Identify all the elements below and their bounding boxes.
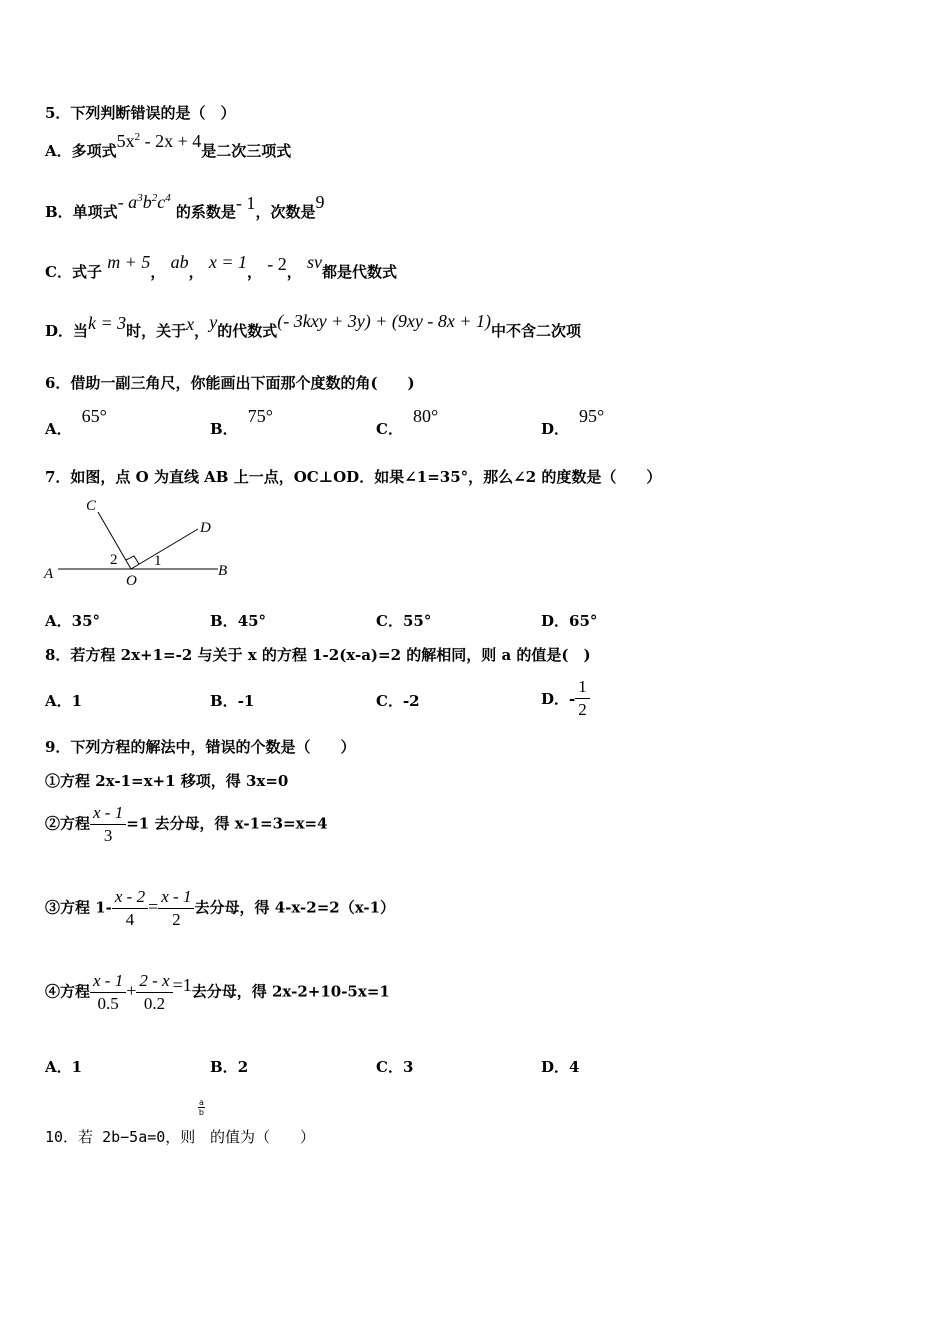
q6-option-b: B．75° <box>210 406 273 438</box>
q8-stem: 8．若方程 2x+1=-2 与关于 x 的方程 1-2(x-a)=2 的解相同，则 a 的值是( ) <box>45 646 591 664</box>
q5-b-tail: ，次数是 <box>255 203 316 221</box>
q9-option-c: C．3 <box>376 1058 414 1076</box>
q9-item-1: ①方程 2x-1=x+1 移项，得 3x=0 <box>45 772 289 790</box>
q6-option-d: D．95° <box>541 406 605 438</box>
q5-option-a <box>45 131 292 161</box>
q5-b-degree: 9 <box>315 192 325 212</box>
q9-item-4: ④方程 $\frac{x - 1}{0.5}$ + $\frac{2 - x}{0.2}$ =1去分母，得 2x-2+10-5x=1 <box>45 971 390 1013</box>
q5-d-tail: 中不含二次项 <box>491 322 582 340</box>
q9-item2-fraction: $\frac{x - 1}{3}$ <box>90 802 126 847</box>
q5-b-label: B．单项式 <box>45 203 118 221</box>
q7-angle-figure <box>40 492 240 592</box>
q9-item4-fraction-2: $\frac{2 - x}{0.2}$ <box>136 970 172 1015</box>
label-d: D <box>200 520 211 536</box>
q5-c-e1: m + 5 <box>107 252 151 272</box>
q5-c-tail: 都是代数式 <box>321 263 397 281</box>
q9-item3-fraction-1: $\frac{x - 2}{4}$ <box>112 886 148 931</box>
ray-od <box>131 529 198 569</box>
q8-option-d: D．- $\frac{1}{2}$ <box>541 676 590 721</box>
q5-d-label: D．当 <box>45 322 89 340</box>
q9-item3-fraction-2: $\frac{x - 1}{2}$ <box>158 886 194 931</box>
label-b: B <box>218 563 228 579</box>
q9-item4-fraction-1: $\frac{x - 1}{0.5}$ <box>90 970 126 1015</box>
q5-c-e3: x = 1 <box>208 252 247 272</box>
q6-option-c: C．80° <box>376 406 439 438</box>
q5-stem: 5．下列判断错误的是（ ） <box>45 104 236 122</box>
q6-stem: 6．借助一副三角尺，你能画出下面那个度数的角( ) <box>45 374 415 392</box>
q7-option-c: C．55° <box>376 612 432 630</box>
q5-option-b <box>45 192 325 222</box>
q7-stem: 7．如图，点 O 为直线 AB 上一点，OC⊥OD．如果∠1=35°，那么∠2 的度数是（ ） <box>45 468 662 486</box>
q5-option-c: C．式子 m + 5， ab， x = 1， - 2， sv都是代数式 <box>45 252 397 281</box>
q5-a-expr: $5x^2 - 2x + 4$ <box>116 131 202 151</box>
q5-a-label: A．多项式 <box>45 142 117 160</box>
q8-option-a: A．1 <box>45 692 83 710</box>
q5-c-e4: - 2 <box>267 254 287 274</box>
q9-stem: 9．下列方程的解法中，错误的个数是（ ） <box>45 738 356 756</box>
q10-fraction: a b <box>198 1098 204 1117</box>
q10-stem: 10．若 2b−5a=0，则 <box>45 1128 196 1146</box>
q7-option-a: A．35° <box>45 612 101 630</box>
q5-d-expr: (- 3kxy + 3y) + (9xy - 8x + 1) <box>277 311 492 331</box>
q5-c-label: C．式子 <box>45 263 102 281</box>
label-angle-1: 1 <box>154 553 162 569</box>
q10-stem-tail: 的值为（ ） <box>210 1128 316 1146</box>
q5-b-monomial: - $a^3b^2c^4$ <box>117 192 171 212</box>
q5-a-tail: 是二次三项式 <box>201 142 292 160</box>
q5-b-coef: - 1 <box>235 193 256 213</box>
label-c: C <box>86 498 97 514</box>
q5-c-e5: sv <box>306 252 322 272</box>
q5-c-e2: ab <box>170 252 189 272</box>
q5-d-k: k = 3 <box>88 313 127 333</box>
q5-option-d: D．当k = 3时，关于x，y的代数式(- 3kxy + 3y) + (9xy - 8x + 1)中不含二次项 <box>45 311 582 340</box>
label-a: A <box>44 566 54 582</box>
q9-item-2: ②方程 $\frac{x - 1}{3}$ =1 去分母，得 x-1=3=x=4 <box>45 803 328 845</box>
q8-option-c: C．-2 <box>376 692 420 710</box>
q7-option-d: D．65° <box>541 612 598 630</box>
q7-option-b: B．45° <box>210 612 267 630</box>
label-angle-2: 2 <box>110 552 118 568</box>
q9-option-b: B．2 <box>210 1058 249 1076</box>
q5-d-x: x <box>186 314 195 334</box>
q9-option-a: A．1 <box>45 1058 83 1076</box>
q5-d-y: y <box>209 312 218 332</box>
label-o: O <box>126 573 137 589</box>
q8-option-b: B．-1 <box>210 692 255 710</box>
q9-option-d: D．4 <box>541 1058 580 1076</box>
q9-item-3: ③方程 1- $\frac{x - 2}{4}$ = $\frac{x - 1}{2}$ 去分母，得 4-x-2=2（x-1） <box>45 887 396 929</box>
q6-option-a: A．65° <box>45 406 107 438</box>
q5-b-mid: 的系数是 <box>175 203 236 221</box>
q8-d-fraction: $\frac{1}{2}$ <box>575 676 590 721</box>
